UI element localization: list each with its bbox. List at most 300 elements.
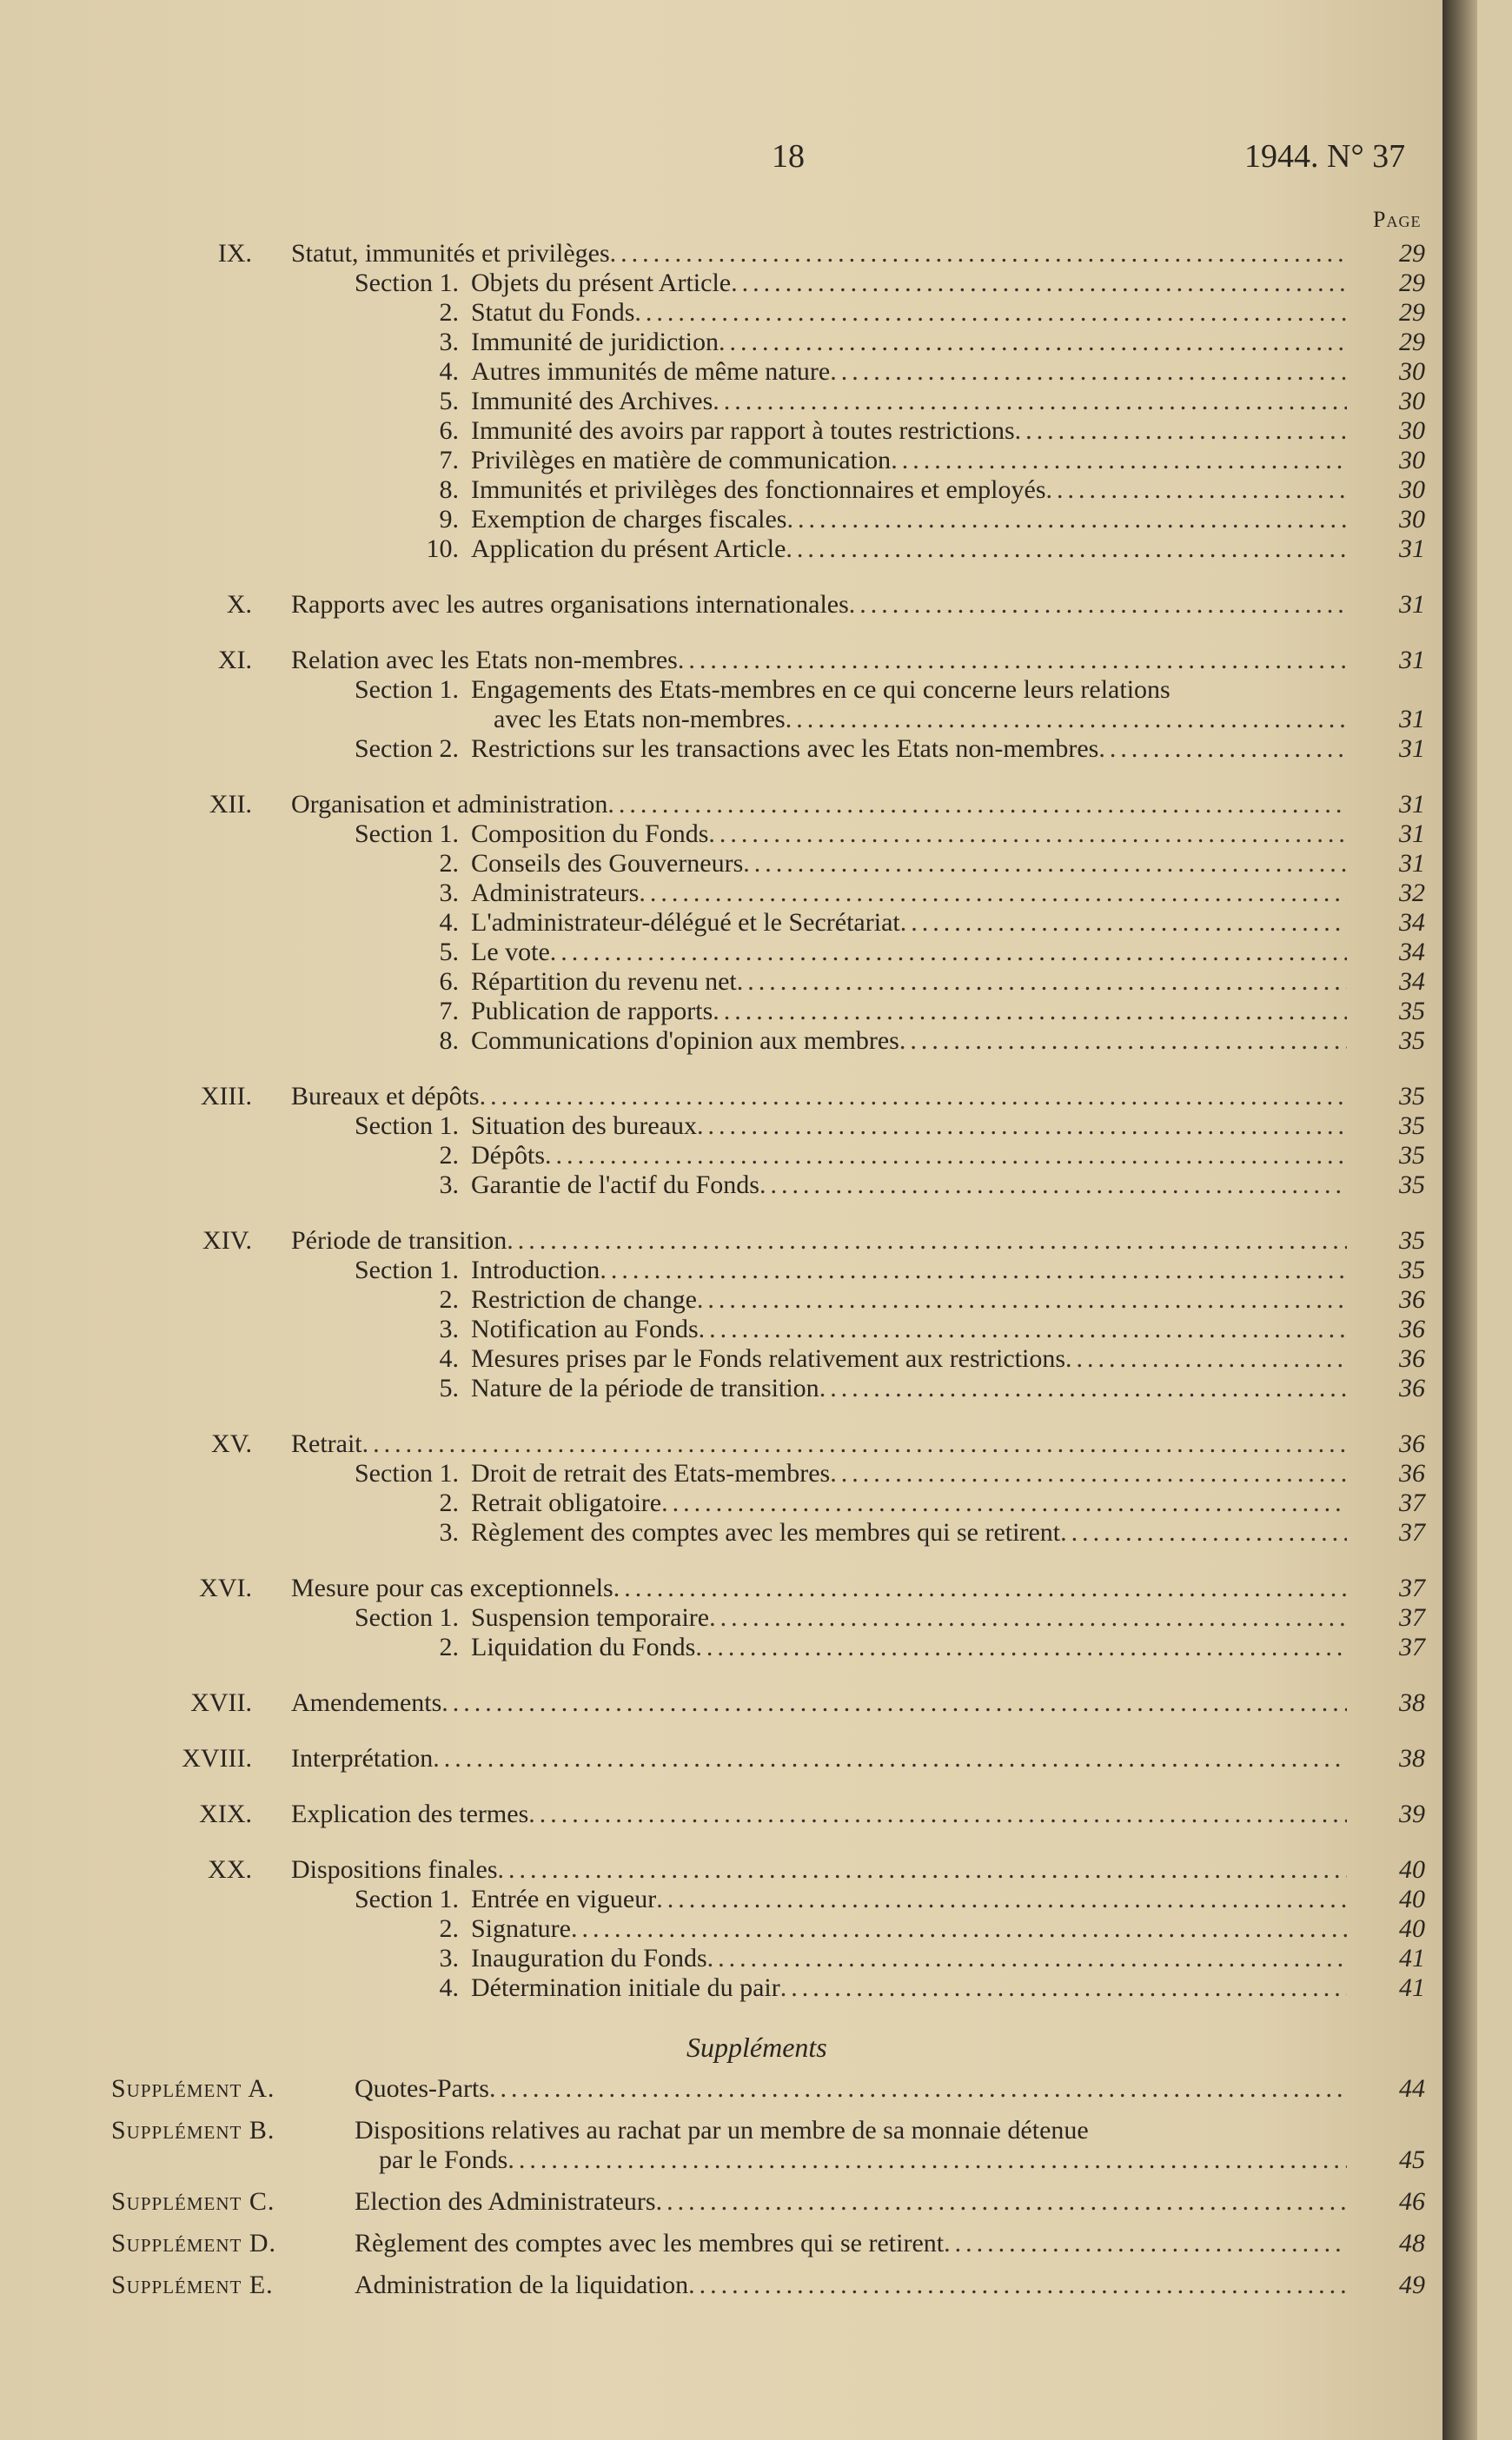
dot-leader xyxy=(786,534,1347,564)
section-title-wrap xyxy=(471,1111,1347,1141)
section-number: Section 1. xyxy=(355,819,459,848)
dot-leader xyxy=(697,1111,1347,1141)
section-row xyxy=(0,675,1477,705)
page-ref: 31 xyxy=(1399,819,1425,848)
section-title: Introduction xyxy=(471,1256,600,1284)
page-ref: 35 xyxy=(1399,1026,1425,1055)
section-number: Section 1. xyxy=(355,1885,459,1913)
dot-leader xyxy=(550,938,1347,967)
dot-leader xyxy=(507,1226,1347,1256)
section-title-wrap xyxy=(471,1315,1347,1344)
dot-leader xyxy=(713,997,1347,1026)
section-number: 4. xyxy=(439,357,459,386)
dot-leader xyxy=(613,1574,1347,1603)
section-title-wrap xyxy=(471,819,1347,849)
supplement-label: Supplément E. xyxy=(111,2271,274,2299)
section-title: Restrictions sur les transactions avec les Etats non-membres xyxy=(471,734,1099,763)
section-number: 2. xyxy=(439,1285,459,1314)
section-number: 5. xyxy=(439,1374,459,1402)
page-ref: 30 xyxy=(1399,475,1425,504)
section-title: Nature de la période de transition xyxy=(471,1374,819,1402)
page-ref: 36 xyxy=(1399,1374,1425,1402)
section-title-wrap xyxy=(471,446,1347,475)
section-title-cont-wrap xyxy=(494,705,1347,734)
section-row xyxy=(0,446,1477,475)
section-title-wrap xyxy=(471,534,1347,564)
section-row xyxy=(0,1170,1477,1200)
dot-leader xyxy=(639,879,1347,908)
section-title: Garantie de l'actif du Fonds xyxy=(471,1170,759,1199)
section-row xyxy=(0,1285,1477,1315)
section-number: 2. xyxy=(439,1141,459,1170)
section-row xyxy=(0,1633,1477,1662)
section-title: Entrée en vigueur xyxy=(471,1885,657,1913)
page-ref: 35 xyxy=(1399,1226,1425,1255)
section-title-wrap xyxy=(471,1170,1347,1200)
page-ref: 37 xyxy=(1399,1633,1425,1661)
section-number: 4. xyxy=(439,1344,459,1373)
article-row xyxy=(0,1429,1477,1459)
section-title-wrap xyxy=(471,1026,1347,1056)
dot-leader xyxy=(719,328,1347,357)
section-title: Communications d'opinion aux membres xyxy=(471,1026,899,1055)
section-title: Signature xyxy=(471,1914,571,1943)
article-number: XVIII. xyxy=(182,1744,252,1773)
supplement-title: Quotes-Parts xyxy=(355,2074,489,2103)
section-row xyxy=(0,1459,1477,1489)
section-row xyxy=(0,1973,1477,2003)
dot-leader xyxy=(708,819,1347,849)
supplement-title-cont: par le Fonds xyxy=(379,2145,508,2174)
dot-leader xyxy=(433,1744,1347,1774)
section-title: Notification au Fonds xyxy=(471,1315,699,1343)
dot-leader xyxy=(656,2187,1347,2217)
supplement-title: Règlement des comptes avec les membres qui se retirent xyxy=(355,2229,945,2258)
dot-leader xyxy=(891,446,1347,475)
article-title: Dispositions finales xyxy=(291,1855,498,1884)
article-number: X. xyxy=(226,590,252,619)
section-title-wrap xyxy=(471,1489,1347,1518)
dot-leader xyxy=(944,2229,1347,2258)
supplement-label: Supplément A. xyxy=(111,2074,275,2103)
section-title: Conseils des Gouverneurs xyxy=(471,849,744,878)
section-title-wrap xyxy=(471,387,1347,416)
section-title-wrap xyxy=(471,1973,1347,2003)
page-ref: 34 xyxy=(1399,938,1425,966)
section-title-wrap xyxy=(471,1914,1347,1944)
dot-leader xyxy=(489,2074,1347,2104)
dot-leader xyxy=(759,1170,1347,1200)
dot-leader xyxy=(743,849,1347,879)
section-row xyxy=(0,997,1477,1026)
dot-leader xyxy=(1046,475,1348,505)
dot-leader xyxy=(830,357,1347,387)
supplement-label: Supplément B. xyxy=(111,2116,275,2145)
dot-leader xyxy=(1060,1518,1347,1548)
page-ref: 36 xyxy=(1399,1344,1425,1373)
section-title-wrap xyxy=(471,1944,1347,1973)
dot-leader xyxy=(1098,734,1347,764)
dot-leader xyxy=(507,2145,1347,2175)
section-number: 10. xyxy=(426,534,459,563)
section-title-wrap xyxy=(471,734,1347,764)
section-title: Privilèges en matière de communication xyxy=(471,446,892,474)
article-title: Retrait xyxy=(291,1429,362,1458)
page-ref: 34 xyxy=(1399,908,1425,937)
section-title: Détermination initiale du pair xyxy=(471,1973,780,2002)
article-row xyxy=(0,790,1477,819)
article-row xyxy=(0,1855,1477,1885)
supplement-title-wrap xyxy=(355,2229,1347,2258)
section-title-wrap xyxy=(471,416,1347,446)
section-title-wrap xyxy=(471,967,1347,997)
article-row xyxy=(0,1800,1477,1829)
dot-leader xyxy=(731,269,1347,298)
section-title: Répartition du revenu net xyxy=(471,967,737,996)
article-number: XV. xyxy=(211,1429,252,1458)
page-ref: 44 xyxy=(1399,2074,1425,2103)
section-row xyxy=(0,357,1477,387)
section-title-wrap xyxy=(471,879,1347,908)
dot-leader xyxy=(819,1374,1347,1403)
article-number: XII. xyxy=(209,790,252,819)
supplement-title-wrap xyxy=(355,2116,1347,2145)
dot-leader xyxy=(695,1633,1347,1662)
section-row xyxy=(0,1944,1477,1973)
section-title: Suspension temporaire xyxy=(471,1603,710,1632)
dot-leader xyxy=(780,1973,1347,2003)
section-number: Section 1. xyxy=(355,1256,459,1284)
section-number: Section 1. xyxy=(355,269,459,297)
article-title: Période de transition xyxy=(291,1226,507,1255)
section-row xyxy=(0,475,1477,505)
article-title: Rapports avec les autres organisations internationales xyxy=(291,590,849,619)
section-title-wrap xyxy=(471,908,1347,938)
section-row xyxy=(0,1914,1477,1944)
article-title: Interprétation xyxy=(291,1744,434,1773)
section-title: Règlement des comptes avec les membres qui se retirent xyxy=(471,1518,1061,1547)
section-title: Objets du présent Article xyxy=(471,269,732,297)
page-ref: 36 xyxy=(1399,1285,1425,1314)
page-ref: 31 xyxy=(1399,590,1425,619)
section-title: Exemption de charges fiscales xyxy=(471,505,787,534)
supplement-label: Supplément D. xyxy=(111,2229,277,2258)
supplements-title: Suppléments xyxy=(686,2032,827,2063)
section-number: Section 1. xyxy=(355,1111,459,1140)
section-row xyxy=(0,1518,1477,1548)
section-title-wrap xyxy=(471,1285,1347,1315)
page-ref: 45 xyxy=(1399,2145,1425,2174)
section-row xyxy=(0,1885,1477,1914)
page-ref: 49 xyxy=(1399,2271,1425,2299)
section-row xyxy=(0,967,1477,997)
page-ref: 35 xyxy=(1399,997,1425,1025)
article-title: Explication des termes xyxy=(291,1800,529,1828)
section-title: Administrateurs xyxy=(471,879,640,907)
section-number: 5. xyxy=(439,387,459,415)
section-row xyxy=(0,269,1477,298)
section-title-wrap xyxy=(471,1603,1347,1633)
dot-leader xyxy=(713,387,1347,416)
section-number: 7. xyxy=(439,446,459,474)
page-ref: 37 xyxy=(1399,1489,1425,1517)
supplement-title: Election des Administrateurs xyxy=(355,2187,656,2216)
article-row xyxy=(0,1226,1477,1256)
section-title-wrap xyxy=(471,505,1347,534)
section-number: 8. xyxy=(439,475,459,504)
page-ref: 36 xyxy=(1399,1429,1425,1458)
article-row xyxy=(0,646,1477,675)
article-number: XIII. xyxy=(200,1082,252,1111)
section-title: Liquidation du Fonds xyxy=(471,1633,696,1661)
page-ref: 31 xyxy=(1399,849,1425,878)
section-row xyxy=(0,908,1477,938)
article-title-wrap xyxy=(291,1226,1347,1256)
section-title: Situation des bureaux xyxy=(471,1111,697,1140)
page-ref: 35 xyxy=(1399,1170,1425,1199)
section-number: 4. xyxy=(439,1973,459,2002)
section-title: Engagements des Etats-membres en ce qui concerne leurs relations xyxy=(471,675,1170,704)
section-number: 2. xyxy=(439,298,459,327)
article-title-wrap xyxy=(291,1082,1347,1111)
dot-leader xyxy=(787,505,1348,534)
section-title: Composition du Fonds xyxy=(471,819,709,848)
section-title-cont: avec les Etats non-membres xyxy=(494,705,786,733)
article-title-wrap xyxy=(291,790,1347,819)
section-title-wrap xyxy=(471,997,1347,1026)
supplement-row xyxy=(0,2271,1477,2300)
supplements-heading xyxy=(0,2026,1477,2069)
page-ref: 36 xyxy=(1399,1459,1425,1488)
page-ref: 41 xyxy=(1399,1944,1425,1973)
section-number: 6. xyxy=(439,416,459,445)
section-title-wrap xyxy=(471,357,1347,387)
section-row xyxy=(0,849,1477,879)
section-row xyxy=(0,1256,1477,1285)
dot-leader xyxy=(634,298,1347,328)
section-title: Restriction de change xyxy=(471,1285,697,1314)
dot-leader xyxy=(830,1459,1347,1489)
page-ref: 34 xyxy=(1399,967,1425,996)
section-title: Retrait obligatoire xyxy=(471,1489,662,1517)
section-title-wrap xyxy=(471,938,1347,967)
page-ref: 46 xyxy=(1399,2187,1425,2216)
article-number: XIV. xyxy=(202,1226,252,1255)
section-title-wrap xyxy=(471,849,1347,879)
page-ref: 29 xyxy=(1399,328,1425,356)
section-number: 7. xyxy=(439,997,459,1025)
dot-leader xyxy=(610,239,1347,269)
supplement-title-wrap xyxy=(355,2074,1347,2104)
page-ref: 35 xyxy=(1399,1141,1425,1170)
dot-leader xyxy=(688,2271,1347,2300)
page-ref: 31 xyxy=(1399,646,1425,674)
section-number: 3. xyxy=(439,1170,459,1199)
page-ref: 35 xyxy=(1399,1111,1425,1140)
dot-leader xyxy=(709,1603,1347,1633)
section-row xyxy=(0,879,1477,908)
article-title-wrap xyxy=(291,1800,1347,1829)
article-number: XVI. xyxy=(199,1574,252,1602)
dot-leader xyxy=(849,590,1347,620)
section-title-wrap xyxy=(471,475,1347,505)
dot-leader xyxy=(699,1315,1347,1344)
dot-leader xyxy=(737,967,1347,997)
section-title-wrap xyxy=(471,675,1347,705)
section-row xyxy=(0,1141,1477,1170)
article-row xyxy=(0,590,1477,620)
section-title-wrap xyxy=(471,1141,1347,1170)
article-title-wrap xyxy=(291,1744,1347,1774)
article-row xyxy=(0,1574,1477,1603)
article-number: XIX. xyxy=(199,1800,252,1828)
supplement-row xyxy=(0,2116,1477,2145)
section-row xyxy=(0,298,1477,328)
dot-leader xyxy=(545,1141,1347,1170)
article-title: Bureaux et dépôts xyxy=(291,1082,480,1111)
section-number: 4. xyxy=(439,908,459,937)
dot-leader xyxy=(480,1082,1347,1111)
supplement-row xyxy=(0,2229,1477,2258)
section-title-wrap xyxy=(471,1344,1347,1374)
section-number: 2. xyxy=(439,1914,459,1943)
section-number: 3. xyxy=(439,1944,459,1973)
section-title-wrap xyxy=(471,269,1347,298)
dot-leader xyxy=(607,790,1347,819)
section-number: 3. xyxy=(439,1518,459,1547)
article-title-wrap xyxy=(291,1688,1347,1718)
section-title: Inauguration du Fonds xyxy=(471,1944,707,1973)
supplement-row xyxy=(0,2074,1477,2104)
section-title: Application du présent Article xyxy=(471,534,786,563)
section-row xyxy=(0,1489,1477,1518)
page-ref: 29 xyxy=(1399,239,1425,268)
section-row xyxy=(0,734,1477,764)
dot-leader xyxy=(528,1800,1347,1829)
page-ref: 29 xyxy=(1399,298,1425,327)
section-title: Mesures prises par le Fonds relativement aux restrictions xyxy=(471,1344,1065,1373)
dot-leader xyxy=(362,1429,1347,1459)
page-ref: 40 xyxy=(1399,1914,1425,1943)
page-ref: 31 xyxy=(1399,790,1425,819)
section-number: Section 1. xyxy=(355,1603,459,1632)
section-title-wrap xyxy=(471,1459,1347,1489)
supplement-title: Dispositions relatives au rachat par un membre de sa monnaie détenue xyxy=(355,2116,1089,2145)
page-ref: 37 xyxy=(1399,1603,1425,1632)
article-title: Mesure pour cas exceptionnels xyxy=(291,1574,613,1602)
article-title: Statut, immunités et privilèges xyxy=(291,239,610,268)
page-ref: 38 xyxy=(1399,1744,1425,1773)
page-ref: 40 xyxy=(1399,1885,1425,1913)
supplement-title-wrap xyxy=(355,2187,1347,2217)
section-title-wrap xyxy=(471,328,1347,357)
section-title: Publication de rapports xyxy=(471,997,713,1025)
article-row xyxy=(0,239,1477,269)
section-title: Immunité des Archives xyxy=(471,387,713,415)
section-title: L'administrateur-délégué et le Secrétariat xyxy=(471,908,900,937)
article-title: Relation avec les Etats non-membres xyxy=(291,646,678,674)
page-ref: 39 xyxy=(1399,1800,1425,1828)
article-number: XX. xyxy=(208,1855,252,1884)
article-number: IX. xyxy=(217,239,252,268)
dot-leader xyxy=(899,1026,1347,1056)
section-number: Section 1. xyxy=(355,1459,459,1488)
section-number: 3. xyxy=(439,328,459,356)
section-row xyxy=(0,938,1477,967)
section-row xyxy=(0,1344,1477,1374)
section-number: 8. xyxy=(439,1026,459,1055)
section-title: Le vote xyxy=(471,938,550,966)
section-row xyxy=(0,819,1477,849)
dot-leader xyxy=(697,1285,1347,1315)
page-ref: 37 xyxy=(1399,1574,1425,1602)
article-title-wrap xyxy=(291,590,1347,620)
section-row xyxy=(0,1111,1477,1141)
page-ref: 41 xyxy=(1399,1973,1425,2002)
section-title: Statut du Fonds xyxy=(471,298,635,327)
section-number: 3. xyxy=(439,879,459,907)
page-header xyxy=(0,129,1477,181)
supplement-row xyxy=(0,2187,1477,2217)
section-title: Dépôts xyxy=(471,1141,545,1170)
section-number: 6. xyxy=(439,967,459,996)
article-number: XVII. xyxy=(190,1688,252,1717)
page-ref: 32 xyxy=(1399,879,1425,907)
section-title: Autres immunités de même nature xyxy=(471,357,831,386)
dot-leader xyxy=(661,1489,1347,1518)
section-number: 5. xyxy=(439,938,459,966)
section-row xyxy=(0,328,1477,357)
page-ref: 31 xyxy=(1399,734,1425,763)
section-number: 9. xyxy=(439,505,459,534)
article-number: XI. xyxy=(217,646,252,674)
article-title-wrap xyxy=(291,646,1347,675)
section-title-wrap xyxy=(471,1518,1347,1548)
article-row xyxy=(0,1744,1477,1774)
page-ref: 29 xyxy=(1399,269,1425,297)
dot-leader xyxy=(900,908,1347,938)
section-row-continued xyxy=(0,705,1477,734)
dot-leader xyxy=(1015,416,1347,446)
table-of-contents xyxy=(0,239,1477,2300)
article-title-wrap xyxy=(291,1429,1347,1459)
section-number: 3. xyxy=(439,1315,459,1343)
page-ref: 31 xyxy=(1399,705,1425,733)
section-row xyxy=(0,1315,1477,1344)
page-ref: 48 xyxy=(1399,2229,1425,2258)
section-row xyxy=(0,1026,1477,1056)
page-ref: 30 xyxy=(1399,505,1425,534)
section-title: Droit de retrait des Etats-membres xyxy=(471,1459,831,1488)
article-title-wrap xyxy=(291,239,1347,269)
section-title-wrap xyxy=(471,1374,1347,1403)
page-number: 18 xyxy=(772,138,805,175)
page-ref: 30 xyxy=(1399,387,1425,415)
section-row xyxy=(0,416,1477,446)
dot-leader xyxy=(441,1688,1347,1718)
article-title-wrap xyxy=(291,1574,1347,1603)
section-number: 2. xyxy=(439,849,459,878)
section-title-wrap xyxy=(471,1633,1347,1662)
dot-leader xyxy=(786,705,1347,734)
article-title: Amendements xyxy=(291,1688,442,1717)
supplement-label: Supplément C. xyxy=(111,2187,275,2216)
page-ref: 30 xyxy=(1399,416,1425,445)
dot-leader xyxy=(707,1944,1347,1973)
page-ref: 40 xyxy=(1399,1855,1425,1884)
page-ref: 35 xyxy=(1399,1256,1425,1284)
page-column-label: Page xyxy=(1373,207,1422,232)
